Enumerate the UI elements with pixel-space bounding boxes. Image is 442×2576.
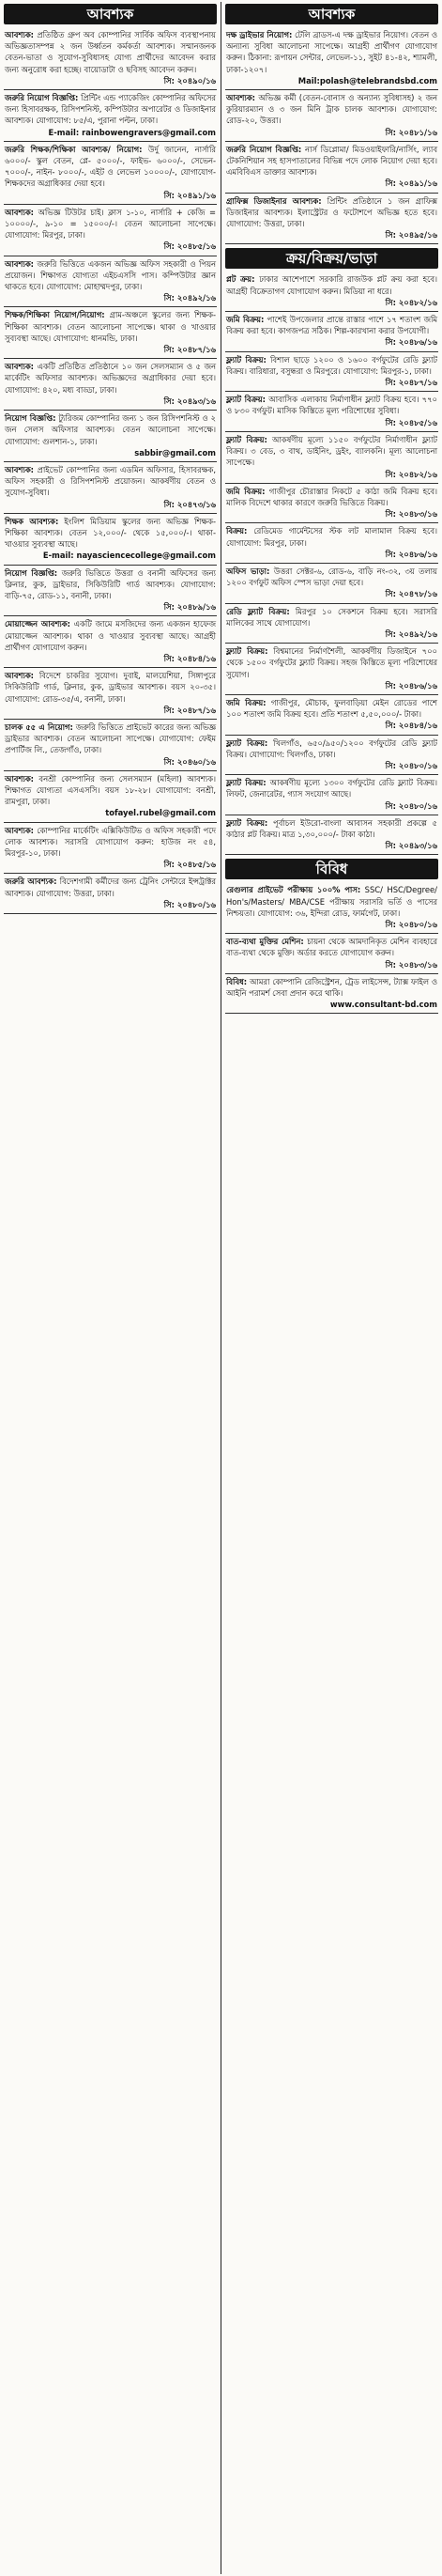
ad-lead: চালক ৫৫ এ নিয়োগ: (5, 722, 73, 732)
ad-text: প্রিন্টিং এন্ড প্যাকেজিং কোম্পানির অফিসের জন্য হিসাবরক্ষক, রিসিপশনিস্ট, কম্পিউটার অপারেটর ও ডিজাইনার আবশ্যক। যোগাযোগ: ৮৫/এ, পুরানা পল্টন, ঢাকা। (5, 93, 216, 126)
ad-reference: সি: ২০৪৮৩/১৬ (385, 509, 437, 520)
ad-reference: সি: ২০৪৮৬/১৬ (385, 337, 437, 348)
buy-sell-ad-list (225, 272, 438, 855)
ad-text: SSC/ HSC/Degree/ Hon's/Masters/ MBA/CSE পরীক্ষায় সরাসরি ভর্তি ও পাসের নিশ্চয়তা। যোগাযোগ: ৩৬, ইন্দিরা রোড, ফার্মগেট, ঢাকা। (226, 885, 437, 918)
classified-ad (225, 644, 438, 695)
ad-reference: সি: ২০৪৮৫/১৬ (163, 241, 216, 252)
ad-reference: সি: ২০৪৮০/১৬ (163, 899, 216, 909)
ad-lead: আবশ্যক: (5, 671, 35, 681)
ad-reference: সি: ২০৪৯০/১৬ (163, 75, 216, 85)
classified-ad (225, 775, 438, 815)
ad-text: প্রতিষ্ঠিত গ্রুপ অব কোম্পানির সার্বিক অফিস ব্যবস্থাপনায় অভিজ্ঞতাসম্পন্ন ২ জন উর্ধ্বতন কর্মকর্তা আবশ্যক। সম্মানজনক বেতন-ভাতা ও সুযোগ-সুবিধাসহ যোগ্য প্রার্থীদের আবেদন করার জন্য অনুরোধ করা হচ্ছে। বায়োডাটা ও ছবিসহ আবেদন করুন। (5, 30, 216, 74)
classified-ad (225, 194, 438, 245)
ad-text: বনশ্রী কোম্পানির জন্য সেলসম্যান (মহিলা) আবশ্যক। শিক্ষাগত যোগ্যতা এসএসসি। বয়স ১৮-২৮। যোগাযোগ: বনশ্রী, রামপুরা, ঢাকা। (5, 773, 216, 807)
ad-reference: Mail:polash@telebrandsbd.com (297, 75, 437, 85)
ad-reference: সি: ২০৪৮২/১৬ (385, 469, 437, 479)
ad-reference: সি: ২০৪৮১/১৬ (385, 127, 437, 137)
ad-lead: বাত-ব্যথা মুক্তির মেশিন: (226, 937, 304, 947)
classified-ad (225, 974, 438, 1015)
ad-reference: সি: ২০৪৬০/১৬ (163, 756, 216, 767)
ad-lead: ফ্ল্যাট বিক্রয়: (226, 395, 266, 405)
ad-lead: নিয়োগ বিজ্ঞপ্তি: (5, 567, 58, 578)
classified-ad (225, 484, 438, 524)
classified-ad (4, 27, 217, 90)
ad-reference: সি: ২০৪৯৩/১৬ (385, 841, 437, 851)
ad-lead: আবশ্যক: (5, 825, 35, 835)
ad-reference: সি: ২০৪৭৮/১৬ (385, 589, 437, 599)
ad-text: মিরপুর ১০ সেকশনে বিক্রয় হবে। সরাসরি মালিকের সাথে যোগাযোগ। (226, 606, 437, 628)
ad-text: আমরা কোম্পানি রেজিস্ট্রেশন, ট্রেড লাইসেন্স, ট্যাক্স ফাইল ও আইনি পরামর্শ সেবা প্রদান করে থাকি। (226, 976, 437, 999)
ad-text: একটি জামে মসজিদের জন্য একজন হাফেজ মোয়াজ্জেন আবশ্যক। থাকা ও খাওয়ার সুব্যবস্থা আছে। আগ্রহী প্রার্থীগণ যোগাযোগ করুন। (5, 619, 216, 652)
ad-lead: রেগুলার প্রাইভেট পরীক্ষায় ১০০% পাস: (226, 885, 361, 895)
ad-lead: দক্ষ ড্রাইভার নিয়োগ: (226, 30, 293, 39)
classified-ad (4, 359, 217, 411)
ad-lead: অফিস ভাড়া: (226, 566, 270, 576)
ad-reference: সি: ২০৪৮৩/১৬ (385, 959, 437, 970)
ad-reference: সি: ২০৪৮০/১৬ (385, 920, 437, 929)
ad-text: বিশ্বমানের নির্মাণশৈলী, আকর্ষণীয় ডিজাইনে ৭০০ থেকে ১৫০০ বর্গফুটের ফ্ল্যাট বিক্রয়। সহজ কিস্তিতে মূল্য পরিশোধের সুযোগ। (226, 646, 437, 679)
ad-text: পাশেই উপজেলার প্রান্তে রাস্তার পাশে ১৭ শতাংশ জমি বিক্রয় করা হবে। কাগজপত্র সঠিক। শিল্প-কারখানা করার উপযোগী। (226, 315, 437, 336)
classified-ad (225, 736, 438, 776)
classified-ad (4, 771, 217, 823)
ad-reference: tofayel.rubel@gmail.com (105, 808, 216, 818)
ad-text: গ্রাম-অঞ্চলে স্কুলের জন্য শিক্ষক-শিক্ষিকা আবশ্যক। বেতন আলোচনা সাপেক্ষে। থাকা ও খাওয়ার সুব্যবস্থা আছে। যোগাযোগ: ধানমন্ডি, ঢাকা। (5, 310, 216, 343)
classified-ad (4, 462, 217, 514)
classified-ad (4, 90, 217, 142)
ad-text: জরুরি ভিত্তিতে প্রাইভেট কারের জন্য অভিজ্ঞ ড্রাইভার আবশ্যক। বেতন আলোচনা সাপেক্ষে। যোগাযোগ: ফেইম প্রপার্টিজ লি., তেজগাঁও, ঢাকা। (5, 722, 216, 755)
ad-text: অভিজ্ঞ টিউটর চাই। ক্লাস ১-১০, নার্সারি + কেজি = ১০০০০/-, ৯-১০ = ১৫০০০/-। বেতন আলোচনা সাপেক্ষে। যোগাযোগ: মিরপুর, ঢাকা। (5, 207, 216, 241)
ad-text: অভিজ্ঞ কর্মী (বেতন-বোনাস ও অন্যান্য সুবিধাসহ) ২ জন কুরিয়ারম্যান ও ৩ জন মিনি ট্রাক চালক আবশ্যক। যোগাযোগ: রোড-২০, উত্তরা। (226, 93, 438, 126)
ad-lead: ফ্ল্যাট বিক্রয়: (226, 778, 267, 788)
ad-text: বিশাল ছাড়ে ১২০০ ও ১৬০০ বর্গফুটের রেডি ফ্ল্যাট বিক্রয়। বারিধারা, বসুন্ধরা ও মিরপুরে। যোগাযোগ: মিরপুর-১, ঢাকা। (226, 354, 437, 376)
ad-text: নার্স ডিপ্লোমা/ মিডওয়াইফারি/নার্সিং, ল্যাব টেকনিশিয়ান সহ হাসপাতালের বিভিন্ন পদে লোক নিয়োগ দেয়া হবে। এমবিবিএস ডাক্তার আবশ্যক। (226, 144, 437, 178)
ad-lead: ফ্ল্যাট বিক্রয়: (226, 354, 267, 365)
ad-lead: আবশ্যক: (5, 773, 35, 784)
ad-lead: জরুরি নিয়োগ বিজ্ঞপ্তি: (226, 144, 302, 154)
left-column (4, 4, 217, 914)
ad-lead: বিবিধ: (226, 976, 248, 986)
misc-ad-list (225, 882, 438, 1014)
ad-reference: সি: ২০৪৮৯/১৬ (163, 602, 216, 613)
ad-reference: সি: ২০৪৯২/১৬ (163, 293, 216, 303)
ad-reference: sabbir@gmail.com (134, 447, 216, 458)
ad-text: চায়না থেকে আমদানিকৃত মেশিন ব্যবহারে বাত-ব্যথা থেকে মুক্তি। অর্ডার করতে যোগাযোগ করুন। (226, 937, 437, 958)
right-column (225, 4, 438, 1014)
ad-lead: আবশ্যক: (226, 93, 256, 103)
section-header-buy-sell-rent: ক্রয়/বিক্রয়/ভাড়া (225, 248, 438, 269)
ad-text: জরুরি ভিত্তিতে একজন অভিজ্ঞ অফিস সহকারী ও পিয়ন প্রয়োজন। শিক্ষাগত যোগ্যতা এইচএসসি পাস। কম্পিউটার জ্ঞান থাকতে হবে। যোগাযোগ: মোহাম্মদপুর, ঢাকা। (5, 258, 216, 292)
classified-ad (225, 392, 438, 432)
classified-ad (4, 720, 217, 771)
ad-reference: সি: ২০৪৯৩/১৬ (163, 396, 216, 406)
ad-lead: রেডি ফ্ল্যাট বিক্রয়: (226, 606, 290, 616)
ad-lead: গ্রাফিক্স ডিজাইনার আবশ্যক: (226, 195, 322, 206)
ad-reference: www.consultant-bd.com (329, 1000, 437, 1010)
ad-reference: সি: ২০৪৮৭/১৬ (385, 378, 437, 388)
classified-ad (225, 695, 438, 736)
classified-ad (225, 352, 438, 393)
left-ad-list (4, 27, 217, 914)
classified-ad (4, 514, 217, 566)
classified-ad (225, 90, 438, 142)
ad-text: একটি প্রতিষ্ঠিত প্রতিষ্ঠানে ১০ জন সেলসম্যান ও ৫ জন মার্কেটিং অফিসার আবশ্যক। অভিজ্ঞদের অগ্রাধিকার দেয়া হবে। যোগাযোগ: ৪২০, মধ্য বাড্ডা, ঢাকা। (5, 362, 216, 395)
ad-reference: সি: ২০৪৯১/১৬ (385, 178, 437, 189)
ad-reference: সি: ২০৪৮৫/১৬ (163, 860, 216, 870)
ad-text: উত্তরা সেক্টর-৬, রোড-৬, বাড়ি নং-৩২, ৩য় তলায় ১২০০ বর্গফুট অফিস স্পেস ভাড়া দেয়া হবে। (226, 566, 437, 588)
ad-text: ঢাকার আশেপাশে সরকারি রাজউক প্লট ক্রয় করা হবে। আগ্রহী বিক্রেতাগণ যোগাযোগ করুন। মিডিয়া না ধরে। (226, 274, 438, 296)
ad-reference: সি: ২০৪৯১/১৬ (163, 190, 216, 200)
ad-reference: E-mail: rainbowengravers@gmail.com (48, 127, 216, 137)
ad-lead: নিয়োগ বিজ্ঞপ্তি: (5, 413, 56, 424)
classified-ad (225, 882, 438, 934)
ad-reference: সি: ২০৪৮৬/১৬ (385, 680, 437, 691)
section-header-wanted: আবশ্যক (4, 4, 217, 24)
ad-text: টেলি ব্রাডস-এ দক্ষ ড্রাইভার নিয়োগ। বেতন ও অন্যান্য সুবিধা আলোচনা সাপেক্ষে। আগ্রহী প্রার্থীগণ যোগাযোগ করুন। ঠিকানা: রূপায়ন সেন্টার, লেভেল-১১, সুইট ৪১-৪২, শ্যামলী, ঢাকা-১২০৭। (226, 30, 437, 74)
ad-reference: সি: ২০৪৮২/১৬ (385, 297, 437, 307)
ad-text: উর্দু জানেন, নার্সারি ৬০০০/- স্কুল বেতন, প্লে- ৫০০০/-, ফাইভ- ৬০০০/-, সেভেন- ৭০০০/-, নাইন- ৮০০০/-, এইট ও লেভেল ১০০০০/-, যোগাযোগ- শিক্ষকদের অগ্রাধিকার দেয়া হবে। (5, 144, 216, 189)
classified-ad (225, 312, 438, 352)
classified-ad (4, 205, 217, 256)
ad-text: রেডিমেড গার্মেন্টসের স্টক লট মালামাল বিক্রয় হবে। যোগাযোগ: মিরপুর, ঢাকা। (226, 526, 437, 548)
ad-lead: জমি বিক্রয়: (226, 697, 267, 707)
ad-reference: সি: ২০৪৮০/১৬ (385, 760, 437, 770)
ad-lead: আবশ্যক: (5, 464, 35, 474)
section-header-wanted-right: আবশ্যক (225, 4, 438, 24)
classified-ad (225, 272, 438, 312)
classified-ad (225, 142, 438, 194)
classified-ad (4, 874, 217, 914)
ad-lead: ফ্ল্যাট বিক্রয়: (226, 646, 268, 657)
classified-ad (4, 411, 217, 462)
ad-lead: ফ্ল্যাট বিক্রয়: (226, 737, 268, 748)
ad-reference: সি: ২০৪৮৭/১৬ (163, 345, 216, 355)
ad-lead: শিক্ষক/শিক্ষিকা নিয়োগ/নিয়োগ: (5, 310, 105, 320)
classified-ad (225, 27, 438, 90)
ad-lead: জমি বিক্রয়: (226, 486, 266, 496)
classified-ad (225, 934, 438, 974)
ad-reference: সি: ২০৪৭৩/১৬ (163, 499, 216, 509)
ad-lead: বিক্রয়: (226, 526, 248, 536)
ad-text: আকর্ষণীয় মূল্যে ১১৫০ বর্গফুটের নির্মাণাধীন ফ্ল্যাট বিক্রয়। ৩ বেড, ৩ বাথ, ডাইনিং, ড্রইং, ব্যালকনি। মূল্য আলোচনা সাপেক্ষে। (226, 434, 437, 468)
ad-lead: জরুরি আবশ্যক: (5, 877, 57, 887)
ad-lead: আবশ্যক: (5, 362, 35, 372)
ad-lead: প্লট ক্রয়: (226, 274, 255, 285)
classified-ad (4, 256, 217, 308)
ad-lead: জমি বিক্রয়: (226, 315, 265, 325)
classified-ad (4, 823, 217, 875)
ad-lead: আবশ্যক: (5, 30, 35, 39)
ad-reference: সি: ২০৪৮৪/১৬ (385, 721, 437, 731)
ad-text: গাজীপুর, মৌচাক, ফুলবাড়িয়া মেইন রোডের পাশে ১০০ শতাংশ জমি বিক্রয় হবে। প্রতি শতাংশ ৫,৫০,০০০/- টাকা। (226, 697, 437, 720)
ad-text: প্রিন্টিং প্রতিষ্ঠানে ১ জন গ্রাফিক্স ডিজাইনার আবশ্যক। ইলাস্ট্রেটর ও ফটোশপে অভিজ্ঞ হতে হবে। যোগাযোগ: উত্তরা, ঢাকা। (226, 195, 437, 229)
classified-ad (225, 564, 438, 604)
ad-lead: জরুরি শিক্ষক/শিক্ষিকা আবশ্যক/ নিয়োগ: (5, 144, 143, 154)
classified-ad (225, 604, 438, 644)
ad-lead: মোয়াজ্জেন আবশ্যক: (5, 619, 70, 629)
ad-text: প্রাইভেট কোম্পানির জন্য এডমিন অফিসার, হিসাবরক্ষক, অফিস সহকারী ও রিসিপশনিস্ট প্রয়োজন। আকর্ষণীয় বেতন ও সুযোগ-সুবিধা। (5, 464, 217, 498)
ad-lead: জরুরি নিয়োগ বিজ্ঞপ্তি: (5, 93, 79, 103)
classified-ad (225, 432, 438, 484)
ad-lead: ফ্ল্যাট বিক্রয়: (226, 817, 268, 828)
ad-reference: সি: ২০৪৮৬/১৬ (385, 549, 437, 559)
ad-reference: সি: ২০৪৮৫/১৬ (385, 417, 437, 427)
classified-ad (4, 616, 217, 668)
ad-lead: শিক্ষক আবশ্যক: (5, 516, 59, 526)
ad-reference: সি: ২০৪৯৫/১৬ (385, 230, 437, 241)
classified-ad (4, 566, 217, 617)
ad-text: ট্যুরিজম কোম্পানির জন্য ১ জন রিসিপশনিস্ট ও ২ জন সেলস অফিসার আবশ্যক। বেতন আলোচনা সাপেক্ষে। যোগাযোগ: গুলশান-১, ঢাকা। (5, 413, 216, 446)
ad-lead: আবশ্যক: (5, 207, 35, 217)
ad-text: আবাসিক এলাকায় নির্মাণাধীন ফ্ল্যাট বিক্রয় হবে। ৭৭০ ও ৮৩০ বর্গফুট। মাসিক কিস্তিতে মূল্য পরিশোধের সুবিধা। (226, 395, 437, 416)
classified-ad (225, 815, 438, 856)
ad-text: বিদেশগামী কর্মীদের জন্য ট্রেনিং সেন্টারে ইন্সট্রাক্টর আবশ্যক। যোগাযোগ: উত্তরা, ঢাকা। (5, 877, 217, 898)
ad-text: খিলগাঁও, ৬৫০/৯৫০/১২০০ বর্গফুটের রেডি ফ্ল্যাট বিক্রয়। যোগাযোগ: খিলগাঁও, ঢাকা। (226, 737, 437, 759)
ad-text: বিদেশে চাকরির সুযোগ। দুবাই, মালয়েশিয়া, সিঙ্গাপুরে সিকিউরিটি গার্ড, ক্লিনার, কুক, ড্রাইভার আবশ্যক। বয়স ২০-৩৫। যোগাযোগ: রোড-৩৫/এ, বনানী, ঢাকা। (5, 671, 217, 704)
right-ad-list (225, 27, 438, 244)
ad-text: কোম্পানির মার্কেটিং এক্সিকিউটিভ ও অফিস সহকারী পদে লোক আবশ্যক। সরাসরি যোগাযোগ করুন: হাউজ নং ৫৪, মিরপুর-১০, ঢাকা। (5, 825, 216, 858)
ad-reference: সি: ২০৪৮৭/১৬ (163, 705, 216, 715)
ad-reference: সি: ২০৪৮০/১৬ (385, 800, 437, 811)
ad-lead: ফ্ল্যাট বিক্রয়: (226, 434, 267, 444)
ad-text: পূর্বাচল ইউরো-বাংলা আবাসন সহকারী প্রকল্পে ৫ কাঠার প্লট বিক্রয়। মাত্র ১,৩০,০০০/- টাকা কাঠা। (226, 817, 437, 839)
classified-ad (225, 523, 438, 564)
classified-ad (4, 668, 217, 720)
ad-lead: আবশ্যক: (5, 258, 35, 269)
ad-reference: E-mail: nayasciencecollege@gmail.com (42, 551, 216, 561)
ad-text: ইংলিশ মিডিয়াম স্কুলের জন্য অভিজ্ঞ শিক্ষক-শিক্ষিকা আবশ্যক। বেতন ১২,০০০/- থেকে ১৫,০০০/-। থাকা-খাওয়ার সুব্যবস্থা আছে। (5, 516, 217, 550)
section-header-misc: বিবিধ (225, 859, 438, 879)
ad-text: আকর্ষণীয় মূল্যে ১৩০০ বর্গফুটের রেডি ফ্ল্যাট বিক্রয়। লিফট, জেনারেটর, গ্যাস সংযোগ আছে। (226, 778, 438, 799)
classified-ad (4, 307, 217, 359)
ad-reference: সি: ২০৪৯২/১৬ (385, 628, 437, 639)
ad-reference: সি: ২০৪৮৪/১৬ (163, 653, 216, 663)
classified-ad (4, 142, 217, 205)
ad-text: গাজীপুর চৌরাস্তার নিকটে ৫ কাঠা জমি বিক্রয় হবে। মালিক বিদেশে থাকার কারণে জরুরি ভিত্তিতে বিক্রয়। (226, 486, 437, 507)
ad-text: জরুরি ভিত্তিতে উত্তরা ও বনানী অফিসের জন্য ক্লিনার, কুক, ড্রাইভার, সিকিউরিটি গার্ড আবশ্যক। যোগাযোগ: বাড়ি-৭৫, রোড-১১, বনানী, ঢাকা। (5, 567, 216, 600)
